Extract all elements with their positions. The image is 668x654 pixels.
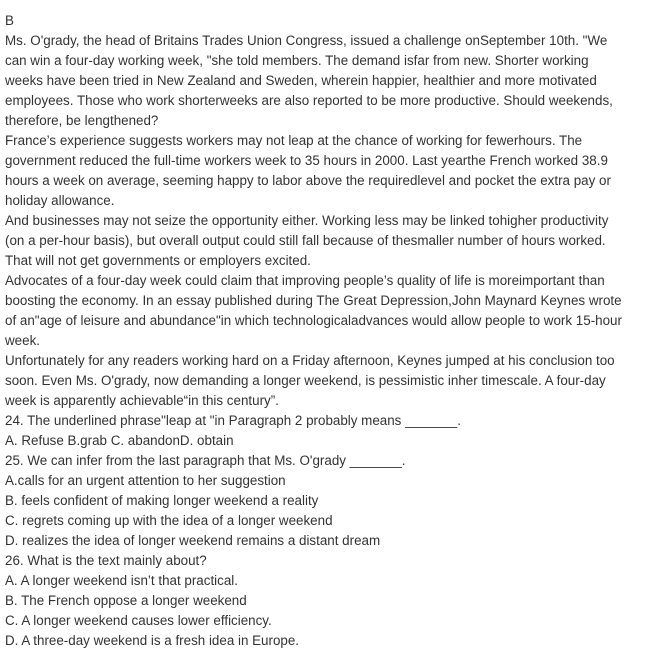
option-b: B. feels confident of making longer weekend a reality — [5, 493, 319, 508]
text-line: week. — [5, 333, 40, 348]
paragraph-1 — [5, 31, 657, 131]
paragraph-3 — [5, 211, 657, 271]
question-options: A. Refuse B.grab C. abandonD. obtain — [5, 433, 234, 448]
text-line: France’s experience suggests workers may not leap at the chance of working for fewerhours. The — [5, 133, 583, 148]
text-line: (on a per-hour basis), but overall output could still fall because of thesmaller number of hours worked. — [5, 233, 606, 248]
option-c: C. A longer weekend causes lower efficiency. — [5, 613, 272, 628]
text-line: week is apparently achievable“in this century”. — [5, 393, 279, 408]
text-line: weeks have been tried in New Zealand and Sweden, wherein happier, healthier and more motivated — [5, 73, 597, 88]
section-label: B — [5, 13, 14, 28]
text-line: can win a four-day working week, "she told members. The demand isfar from new. Shorter working — [5, 53, 589, 68]
question-stem: 24. The underlined phrase"leap at "in Paragraph 2 probably means _______. — [5, 413, 461, 428]
question-24 — [5, 411, 657, 451]
document — [5, 11, 657, 651]
option-a: A.calls for an urgent attention to her suggestion — [5, 473, 286, 488]
option-d: D. A three-day weekend is a fresh idea in Europe. — [5, 633, 300, 648]
paragraph-4 — [5, 271, 657, 351]
text-line: Ms. O'grady, the head of Britains Trades Union Congress, issued a challenge onSeptember 10th. "We — [5, 33, 608, 48]
option-d: D. realizes the idea of longer weekend remains a distant dream — [5, 533, 381, 548]
text-line: And businesses may not seize the opportunity either. Working less may be linked tohigher productivity — [5, 213, 609, 228]
question-stem: 26. What is the text mainly about? — [5, 553, 207, 568]
text-line: of an"age of leisure and abundance"in which technologicaladvances would allow people to work 15-hour — [5, 313, 622, 328]
paragraph-2 — [5, 131, 657, 211]
question-stem: 25. We can infer from the last paragraph that Ms. O'grady _______. — [5, 453, 406, 468]
text-line: government reduced the full-time workers week to 35 hours in 2000. Last yearthe French worked 38.9 — [5, 153, 608, 168]
text-line: holiday allowance. — [5, 193, 115, 208]
question-26 — [5, 551, 657, 651]
text-line: Unfortunately for any readers working hard on a Friday afternoon, Keynes jumped at his conclusion too — [5, 353, 615, 368]
text-line: therefore, be lengthened? — [5, 113, 159, 128]
text-line: employees. Those who work shorterweeks are also reported to be more productive. Should weekends, — [5, 93, 613, 108]
text-line: soon. Even Ms. O'grady, now demanding a longer weekend, is pessimistic inher timescale. A four-day — [5, 373, 606, 388]
paragraph-5 — [5, 351, 657, 411]
option-a: A. A longer weekend isn’t that practical. — [5, 573, 238, 588]
text-line: hours a week on average, seeming happy to labor above the requiredlevel and pocket the extra pay or — [5, 173, 611, 188]
option-c: C. regrets coming up with the idea of a longer weekend — [5, 513, 333, 528]
text-line: boosting the economy. In an essay published during The Great Depression,John Maynard Keynes wrote — [5, 293, 622, 308]
text-line: Advocates of a four-day week could claim that improving people’s quality of life is moreimportant than — [5, 273, 605, 288]
question-25 — [5, 451, 657, 551]
option-b: B. The French oppose a longer weekend — [5, 593, 247, 608]
text-line: That will not get governments or employers excited. — [5, 253, 311, 268]
